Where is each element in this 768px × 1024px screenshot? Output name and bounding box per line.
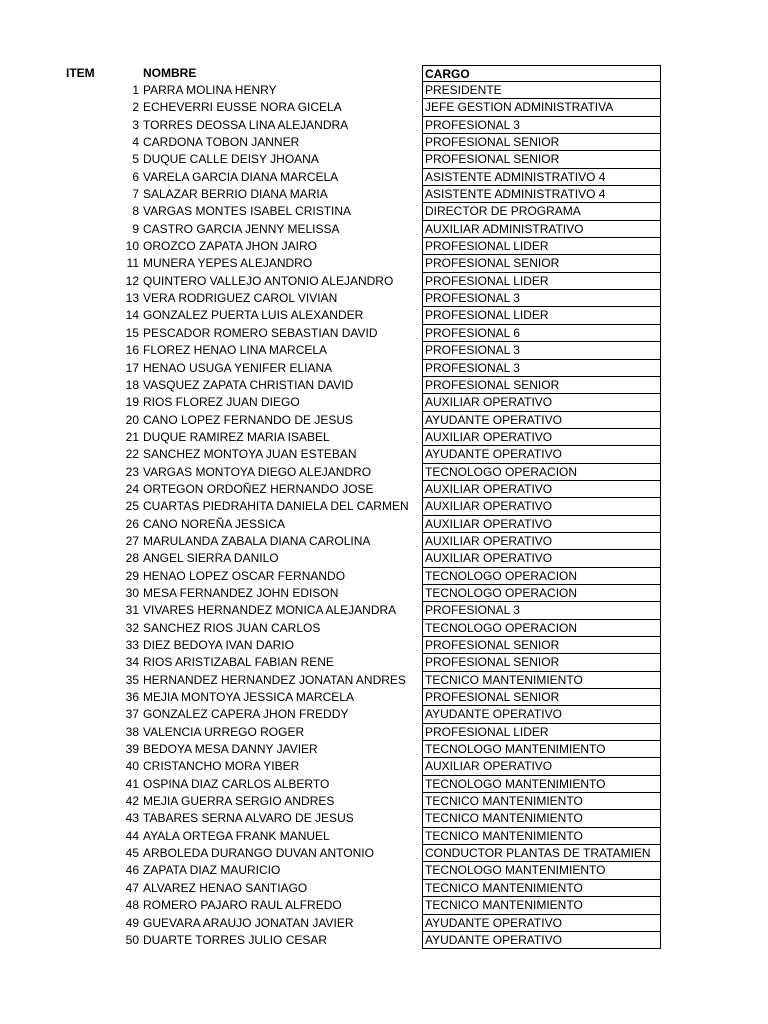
employee-position: AUXILIAR OPERATIVO [422, 533, 661, 550]
table-row [0, 99, 768, 116]
item-number: 19 [125, 395, 139, 410]
table-row [0, 255, 768, 272]
table-row [0, 654, 768, 671]
employee-name: OSPINA DIAZ CARLOS ALBERTO [143, 776, 330, 791]
item-number: 36 [125, 690, 139, 705]
employee-name: HENAO LOPEZ OSCAR FERNANDO [143, 568, 346, 583]
employee-name: CRISTANCHO MORA YIBER [143, 759, 300, 774]
table-row [0, 672, 768, 689]
employee-position: TECNOLOGO OPERACION [422, 464, 661, 481]
item-number: 48 [125, 898, 139, 913]
employee-position: PROFESIONAL LIDER [422, 273, 661, 290]
employee-name: CANO NOREÑA JESSICA [143, 516, 286, 531]
item-number: 21 [125, 429, 139, 444]
employee-name: MARULANDA ZABALA DIANA CAROLINA [143, 533, 371, 548]
item-number: 5 [132, 152, 139, 167]
table-row [0, 776, 768, 793]
table-row [0, 360, 768, 377]
item-number: 30 [125, 585, 139, 600]
employee-position: PROFESIONAL 3 [422, 342, 661, 359]
employee-position: ASISTENTE ADMINISTRATIVO 4 [422, 186, 661, 203]
item-number: 10 [125, 239, 139, 254]
item-number: 28 [125, 551, 139, 566]
table-row [0, 117, 768, 134]
employee-position: AUXILIAR OPERATIVO [422, 550, 661, 567]
item-number: 18 [125, 377, 139, 392]
table-row [0, 481, 768, 498]
employee-name: OROZCO ZAPATA JHON JAIRO [143, 239, 318, 254]
item-number: 42 [125, 794, 139, 809]
item-number: 46 [125, 863, 139, 878]
table-row [0, 516, 768, 533]
employee-position: TECNICO MANTENIMIENTO [422, 810, 661, 827]
item-number: 12 [125, 273, 139, 288]
table-row [0, 498, 768, 515]
table-row [0, 706, 768, 723]
table-row [0, 793, 768, 810]
employee-name: GUEVARA ARAUJO JONATAN JAVIER [143, 915, 354, 930]
employee-position: TECNOLOGO MANTENIMIENTO [422, 776, 661, 793]
table-row [0, 620, 768, 637]
item-number: 45 [125, 846, 139, 861]
table-row [0, 568, 768, 585]
item-number: 1 [132, 83, 139, 97]
table-row [0, 845, 768, 862]
item-number: 23 [125, 464, 139, 479]
item-number: 31 [125, 603, 139, 618]
employee-name: RIOS ARISTIZABAL FABIAN RENE [143, 655, 334, 670]
table-row [0, 377, 768, 394]
employee-name: ALVAREZ HENAO SANTIAGO [143, 880, 308, 895]
item-number: 37 [125, 707, 139, 722]
item-number: 44 [125, 828, 139, 843]
employee-name: VARELA GARCIA DIANA MARCELA [143, 169, 339, 184]
employee-name: VIVARES HERNANDEZ MONICA ALEJANDRA [143, 603, 397, 618]
table-row [0, 585, 768, 602]
employee-position: TECNICO MANTENIMIENTO [422, 828, 661, 845]
employee-name: GONZALEZ CAPERA JHON FREDDY [143, 707, 349, 722]
table-row [0, 810, 768, 827]
employee-name: QUINTERO VALLEJO ANTONIO ALEJANDRO [143, 273, 394, 288]
item-number: 7 [132, 187, 139, 202]
employee-position: ASISTENTE ADMINISTRATIVO 4 [422, 169, 661, 186]
employee-name: ROMERO PAJARO RAUL ALFREDO [143, 898, 342, 913]
employee-name: CASTRO GARCIA JENNY MELISSA [143, 221, 340, 236]
item-number: 2 [132, 100, 139, 115]
employee-position: AYUDANTE OPERATIVO [422, 932, 661, 949]
employee-name: ANGEL SIERRA DANILO [143, 551, 279, 566]
table-row [0, 602, 768, 619]
table-row [0, 221, 768, 238]
employee-position: PROFESIONAL SENIOR [422, 134, 661, 151]
employee-position: AYUDANTE OPERATIVO [422, 446, 661, 463]
employee-name: PARRA MOLINA HENRY [143, 83, 277, 97]
employee-name: ZAPATA DIAZ MAURICIO [143, 863, 281, 878]
employee-name: HERNANDEZ HERNANDEZ JONATAN ANDRES [143, 672, 406, 687]
employee-name: CANO LOPEZ FERNANDO DE JESUS [143, 412, 354, 427]
employee-name: ECHEVERRI EUSSE NORA GICELA [143, 100, 342, 115]
employee-name: MEJIA GUERRA SERGIO ANDRES [143, 794, 335, 809]
employee-name: MUNERA YEPES ALEJANDRO [143, 256, 313, 271]
item-number: 43 [125, 811, 139, 826]
table-row [0, 429, 768, 446]
table-row [0, 897, 768, 914]
employee-position: PROFESIONAL SENIOR [422, 654, 661, 671]
employee-name: DUQUE CALLE DEISY JHOANA [143, 152, 319, 167]
table-row [0, 325, 768, 342]
employee-name: FLOREZ HENAO LINA MARCELA [143, 343, 328, 358]
item-number: 38 [125, 724, 139, 739]
item-number: 8 [132, 204, 139, 219]
table-row [0, 915, 768, 932]
employee-position: PROFESIONAL 3 [422, 290, 661, 307]
employee-name: CARDONA TOBON JANNER [143, 135, 300, 150]
table-row [0, 134, 768, 151]
employee-position: AYUDANTE OPERATIVO [422, 915, 661, 932]
employee-name: GONZALEZ PUERTA LUIS ALEXANDER [143, 308, 364, 323]
employee-name: MEJIA MONTOYA JESSICA MARCELA [143, 690, 354, 705]
employee-name: ORTEGON ORDOÑEZ HERNANDO JOSE [143, 481, 374, 496]
employee-name: DUQUE RAMIREZ MARIA ISABEL [143, 429, 330, 444]
item-number: 22 [125, 447, 139, 462]
item-number: 16 [125, 343, 139, 358]
employee-name: RIOS FLOREZ JUAN DIEGO [143, 395, 300, 410]
item-number: 11 [126, 256, 139, 271]
employee-position: AUXILIAR OPERATIVO [422, 758, 661, 775]
nombre-column-header: NOMBRE [143, 66, 197, 80]
employee-position: PROFESIONAL LIDER [422, 307, 661, 324]
table-row [0, 689, 768, 706]
employee-name: DUARTE TORRES JULIO CESAR [143, 932, 328, 947]
item-number: 26 [125, 516, 139, 531]
item-number: 50 [125, 932, 139, 947]
employee-name: AYALA ORTEGA FRANK MANUEL [143, 828, 330, 843]
table-row [0, 151, 768, 168]
employee-position: PROFESIONAL 3 [422, 602, 661, 619]
employee-name: SALAZAR BERRIO DIANA MARIA [143, 187, 328, 202]
table-row [0, 880, 768, 897]
employee-position: TECNICO MANTENIMIENTO [422, 897, 661, 914]
employee-position: JEFE GESTION ADMINISTRATIVA [422, 99, 661, 116]
employee-position: TECNOLOGO OPERACION [422, 585, 661, 602]
item-number: 24 [125, 481, 139, 496]
employee-name: VERA RODRIGUEZ CAROL VIVIAN [143, 291, 338, 306]
employee-position: AYUDANTE OPERATIVO [422, 412, 661, 429]
employee-position: AUXILIAR OPERATIVO [422, 429, 661, 446]
employee-name: VALENCIA URREGO ROGER [143, 724, 305, 739]
employee-position: DIRECTOR DE PROGRAMA [422, 203, 661, 220]
item-number: 35 [125, 672, 139, 687]
employee-position: PROFESIONAL 3 [422, 360, 661, 377]
employee-position: AUXILIAR OPERATIVO [422, 498, 661, 515]
table-row [0, 741, 768, 758]
item-number: 3 [132, 117, 139, 132]
item-number: 41 [125, 776, 139, 791]
table-row [0, 394, 768, 411]
item-number: 25 [125, 499, 139, 514]
table-row [0, 342, 768, 359]
table-row [0, 932, 768, 949]
employee-position: TECNICO MANTENIMIENTO [422, 672, 661, 689]
item-number: 17 [125, 360, 139, 375]
item-number: 32 [125, 620, 139, 635]
employee-position: AUXILIAR OPERATIVO [422, 394, 661, 411]
table-row [0, 307, 768, 324]
employee-name: TORRES DEOSSA LINA ALEJANDRA [143, 117, 349, 132]
employee-name: CUARTAS PIEDRAHITA DANIELA DEL CARMEN [143, 499, 409, 514]
employee-name: VASQUEZ ZAPATA CHRISTIAN DAVID [143, 377, 354, 392]
table-row [0, 724, 768, 741]
employee-position: PROFESIONAL SENIOR [422, 637, 661, 654]
employee-position: TECNICO MANTENIMIENTO [422, 793, 661, 810]
employee-position: PROFESIONAL SENIOR [422, 689, 661, 706]
table-row [0, 186, 768, 203]
table-row [0, 290, 768, 307]
employee-position: AUXILIAR OPERATIVO [422, 516, 661, 533]
item-number: 15 [125, 325, 139, 340]
employee-position: TECNOLOGO OPERACION [422, 568, 661, 585]
table-row [0, 550, 768, 567]
employee-position: TECNOLOGO MANTENIMIENTO [422, 741, 661, 758]
employee-name: SANCHEZ RIOS JUAN CARLOS [143, 620, 321, 635]
item-number: 49 [125, 915, 139, 930]
table-row [0, 169, 768, 186]
table-row [0, 238, 768, 255]
employee-position: PROFESIONAL LIDER [422, 238, 661, 255]
employee-position: PROFESIONAL 6 [422, 325, 661, 342]
employee-position: PROFESIONAL LIDER [422, 724, 661, 741]
employee-position: PRESIDENTE [422, 82, 661, 99]
table-row [0, 273, 768, 290]
table-row [0, 758, 768, 775]
employee-name: SANCHEZ MONTOYA JUAN ESTEBAN [143, 447, 357, 462]
employee-name: MESA FERNANDEZ JOHN EDISON [143, 585, 339, 600]
employee-position: PROFESIONAL SENIOR [422, 377, 661, 394]
employee-position: TECNOLOGO MANTENIMIENTO [422, 862, 661, 879]
employee-rows [0, 82, 768, 949]
item-number: 33 [125, 638, 139, 652]
employee-position: AUXILIAR OPERATIVO [422, 481, 661, 498]
table-row [0, 464, 768, 481]
employee-name: HENAO USUGA YENIFER ELIANA [143, 360, 333, 375]
item-column-header: ITEM [66, 66, 95, 80]
item-number: 27 [125, 533, 139, 548]
employee-position: TECNOLOGO OPERACION [422, 620, 661, 637]
item-number: 40 [125, 759, 139, 774]
cargo-column-header: CARGO [422, 65, 661, 82]
item-number: 13 [125, 291, 139, 306]
table-row [0, 862, 768, 879]
employee-position: AUXILIAR ADMINISTRATIVO [422, 221, 661, 238]
item-number: 39 [125, 742, 139, 757]
item-number: 47 [125, 880, 139, 895]
item-number: 29 [125, 568, 139, 583]
employee-name: DIEZ BEDOYA IVAN DARIO [143, 638, 294, 652]
item-number: 4 [132, 135, 139, 150]
table-row [0, 828, 768, 845]
employee-position: TECNICO MANTENIMIENTO [422, 880, 661, 897]
table-row [0, 82, 768, 99]
employee-position: PROFESIONAL 3 [422, 117, 661, 134]
employee-name: TABARES SERNA ALVARO DE JESUS [143, 811, 354, 826]
item-number: 14 [125, 308, 139, 323]
employee-name: VARGAS MONTES ISABEL CRISTINA [143, 204, 352, 219]
item-number: 34 [125, 655, 139, 670]
table-row [0, 412, 768, 429]
employee-position: AYUDANTE OPERATIVO [422, 706, 661, 723]
employee-name: BEDOYA MESA DANNY JAVIER [143, 742, 318, 757]
employee-name: PESCADOR ROMERO SEBASTIAN DAVID [143, 325, 378, 340]
item-number: 6 [132, 169, 139, 184]
table-row [0, 533, 768, 550]
table-row [0, 203, 768, 220]
employee-position: PROFESIONAL SENIOR [422, 255, 661, 272]
employee-name: ARBOLEDA DURANGO DUVAN ANTONIO [143, 846, 374, 861]
employee-position: CONDUCTOR PLANTAS DE TRATAMIEN [422, 845, 661, 862]
table-row [0, 637, 768, 654]
employee-name: VARGAS MONTOYA DIEGO ALEJANDRO [143, 464, 372, 479]
item-number: 9 [132, 221, 139, 236]
employee-position: PROFESIONAL SENIOR [422, 151, 661, 168]
table-row [0, 446, 768, 463]
item-number: 20 [125, 412, 139, 427]
